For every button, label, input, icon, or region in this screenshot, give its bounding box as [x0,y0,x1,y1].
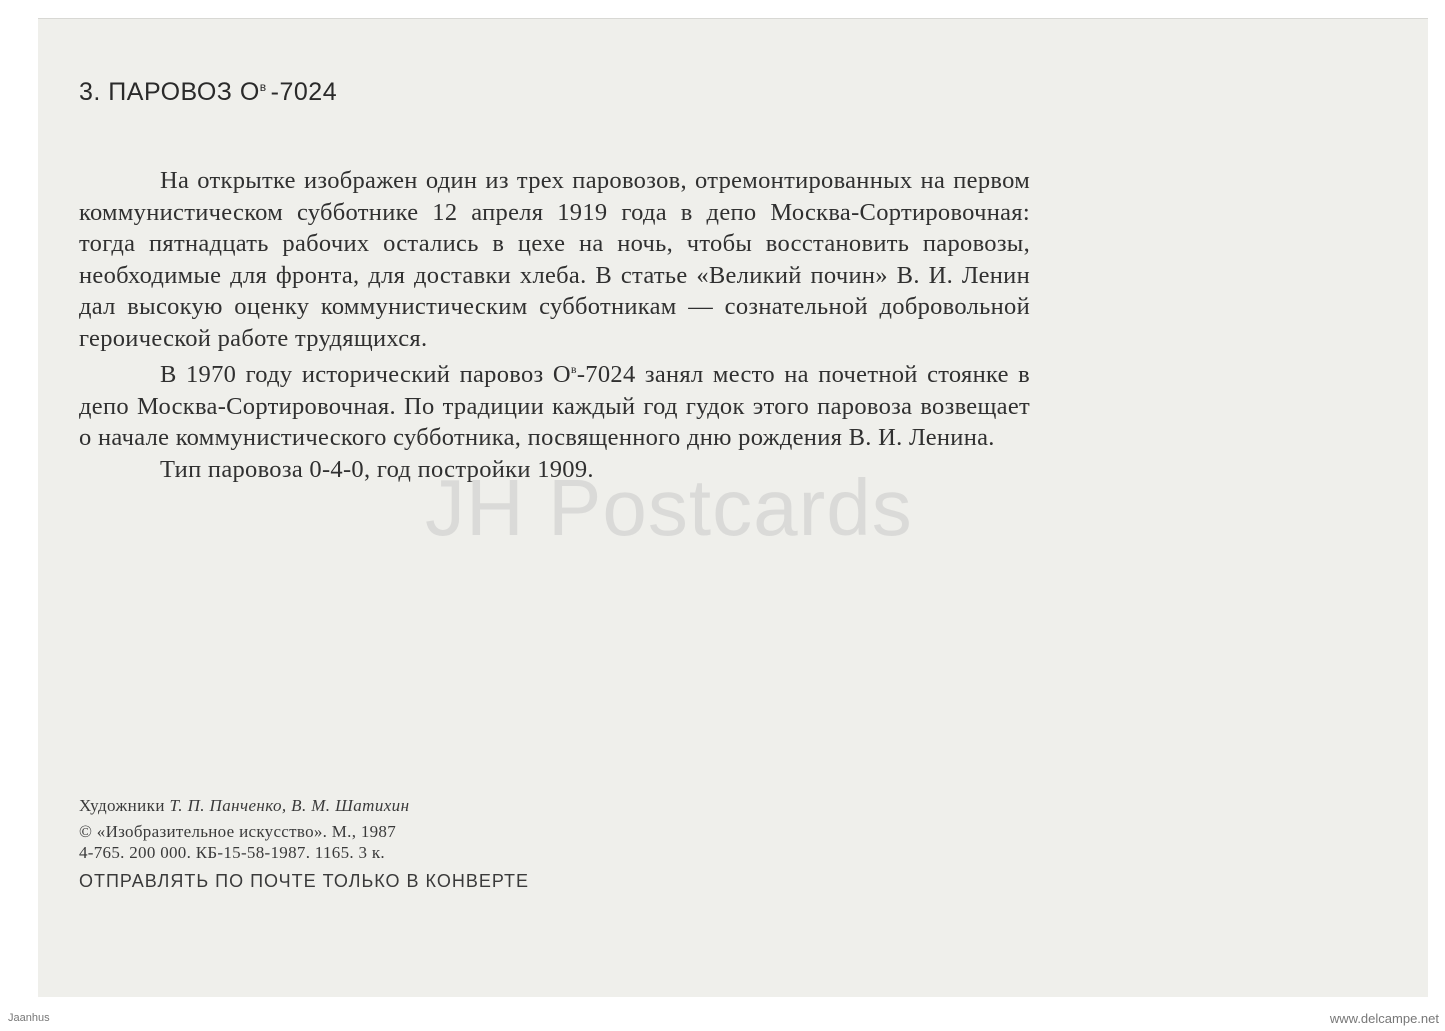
artists-label: Художники [79,796,165,815]
paragraph-2-end: -7024 занял место на почетной стоянке в депо Москва-Сортировочная. По традиции каждый год гудок этого паровоза возвещает о начале коммунистического субботника, посвященного дню рождения В. И. Ленина. [79,361,1030,451]
footer-seller: Jaanhus [8,1012,50,1024]
card-title [79,78,337,107]
mail-note: ОТПРАВЛЯТЬ ПО ПОЧТЕ ТОЛЬКО В КОНВЕРТЕ [79,871,530,891]
credits-block [79,796,529,895]
print-info-line: 4-765. 200 000. КБ-15-58-1987. 1165. 3 к. [79,843,385,862]
paragraph-1: На открытке изображен один из трех паровозов, отремонтированных на первом коммунистическом субботнике 12 апреля 1919 года в депо Москва-Сортировочная: тогда пятнадцать рабочих остались в цехе на ночь, чтобы восстановить паровозы, необходимые для фронта, для доставки хлеба. В статье «Великий почин» В. И. Ленин дал высокую оценку коммунистическим субботникам — сознательной добровольной героической работе трудящихся. [79,167,1030,352]
paragraph-2-start: В 1970 году исторический паровоз О [160,361,571,388]
publisher-line: © «Изобразительное искусство». М., 1987 [79,822,397,841]
title-superscript: в [259,80,267,94]
artists-line [79,796,529,822]
watermark: JH Postcards [425,463,913,552]
footer-site: www.delcampe.net [1329,1011,1439,1026]
description-text [79,165,1030,485]
paragraph-2-superscript: в [570,362,577,376]
title-number: -7024 [270,78,338,106]
artists-names: Т. П. Панченко, В. М. Шатихин [169,796,410,815]
title-prefix: 3. ПАРОВОЗ О [79,78,260,106]
paragraph-2 [79,354,1030,454]
paragraph-3: Тип паровоза 0-4-0, год постройки 1909. [160,455,594,483]
